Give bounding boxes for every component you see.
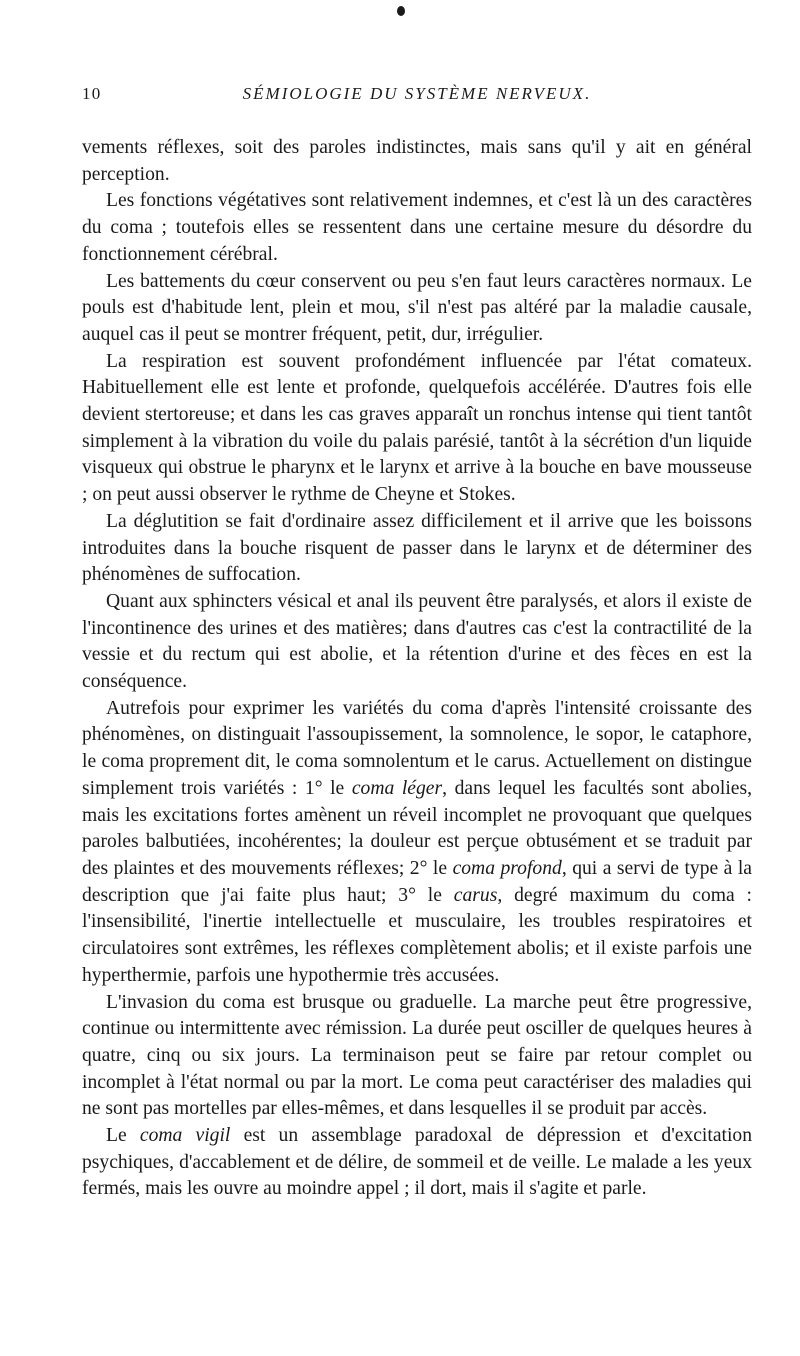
paragraph: Les fonctions végétatives sont relativement indemnes, et c'est là un des caractères du coma ; toutefois elles se ressentent dans une certaine mesure du désordre du fonctionnement cérébral.: [82, 190, 752, 265]
text-run: Le: [106, 1125, 140, 1147]
italic-term: carus: [453, 884, 498, 906]
text-run: , dans lequel les facultés sont abolies, mais les excitations fortes amènent un réveil incomplet ne provoquant que quelques paroles balbutiées, incohérentes; la douleur est perçue obtusément et se traduit par des plaintes et des mouvements réflexes; 2° le: [82, 777, 752, 879]
paragraph: [82, 1123, 752, 1203]
text-run: est un assemblage paradoxal de dépression et d'excitation psychiques, d'accablement et de délire, de sommeil et de veille. Le malade a les yeux fermés, mais les ouvre au moindre appel ; il dort, mais il s'agite et parle.: [82, 1125, 752, 1200]
running-head: SÉMIOLOGIE DU SYSTÈME NERVEUX.: [242, 84, 592, 103]
italic-term: coma profond: [452, 857, 562, 879]
italic-term: coma vigil: [139, 1125, 231, 1147]
paragraph: Les battements du cœur conservent ou peu s'en faut leurs caractères normaux. Le pouls est d'habitude lent, plein et mou, s'il n'est pas altéré par la maladie causale, auquel cas il peut se montrer fréquent, petit, dur, irrégulier.: [82, 270, 752, 345]
paragraph: La déglutition se fait d'ordinaire assez difficilement et il arrive que les boissons introduites dans la bouche risquent de passer dans le larynx et de déterminer des phénomènes de suffocation.: [82, 510, 752, 586]
body-text: [82, 135, 752, 1203]
paragraph: vements réflexes, soit des paroles indistinctes, mais sans qu'il y ait en général perception.: [82, 137, 752, 185]
paragraph: Quant aux sphincters vésical et anal ils peuvent être paralysés, et alors il existe de l'incontinence des urines et des matières; dans d'autres cas c'est la contractilité de la vessie et du rectum qui est abolie, et la rétention d'urine et des fèces en est la conséquence.: [82, 590, 752, 693]
page-header: [82, 84, 752, 108]
text-run: , degré maximum du coma : l'insensibilité, l'inertie intellectuelle et musculaire, les troubles respiratoires et circulatoires sont extrêmes, les réflexes complètement abolis; et il existe parfois une hyperthermie, parfois une hypothermie très accusées.: [82, 884, 752, 986]
paragraph: [82, 696, 752, 990]
text-run: , qui a servi de type à la description que j'ai faite plus haut; 3° le: [82, 857, 753, 906]
paragraph: La respiration est souvent profondément influencée par l'état comateux. Habituellement elle est lente et profonde, quelquefois accélérée. D'autres fois elle devient stertoreuse; et dans les cas graves apparaît un ronchus intense qui tient tantôt simplement à la vibration du voile du palais parésié, tantôt à la sécrétion d'un liquide visqueux qui obstrue le pharynx et le larynx et arrive à la bouche en bave mousseuse ; on peut aussi observer le rythme de Cheyne et Stokes.: [82, 350, 752, 506]
text-run: Autrefois pour exprimer les variétés du coma d'après l'intensité croissante des phénomènes, on distinguait l'assoupissement, la somnolence, le sopor, le cataphore, le coma proprement dit, le coma somnolentum et le carus. Actuellement on distingue simplement trois variétés : 1° le: [82, 697, 752, 799]
italic-term: coma léger: [351, 777, 443, 799]
printer-mark-dot: [397, 6, 405, 16]
page-number: 10: [82, 84, 102, 103]
paragraph: L'invasion du coma est brusque ou graduelle. La marche peut être progressive, continue ou intermittente avec rémission. La durée peut osciller de quelques heures à quatre, cinq ou six jours. La terminaison peut se faire par retour complet ou incomplet à l'état normal ou par la mort. Le coma peut caractériser des maladies qui ne sont pas mortelles par elles-mêmes, et dans lesquelles il se produit par accès.: [82, 991, 752, 1120]
